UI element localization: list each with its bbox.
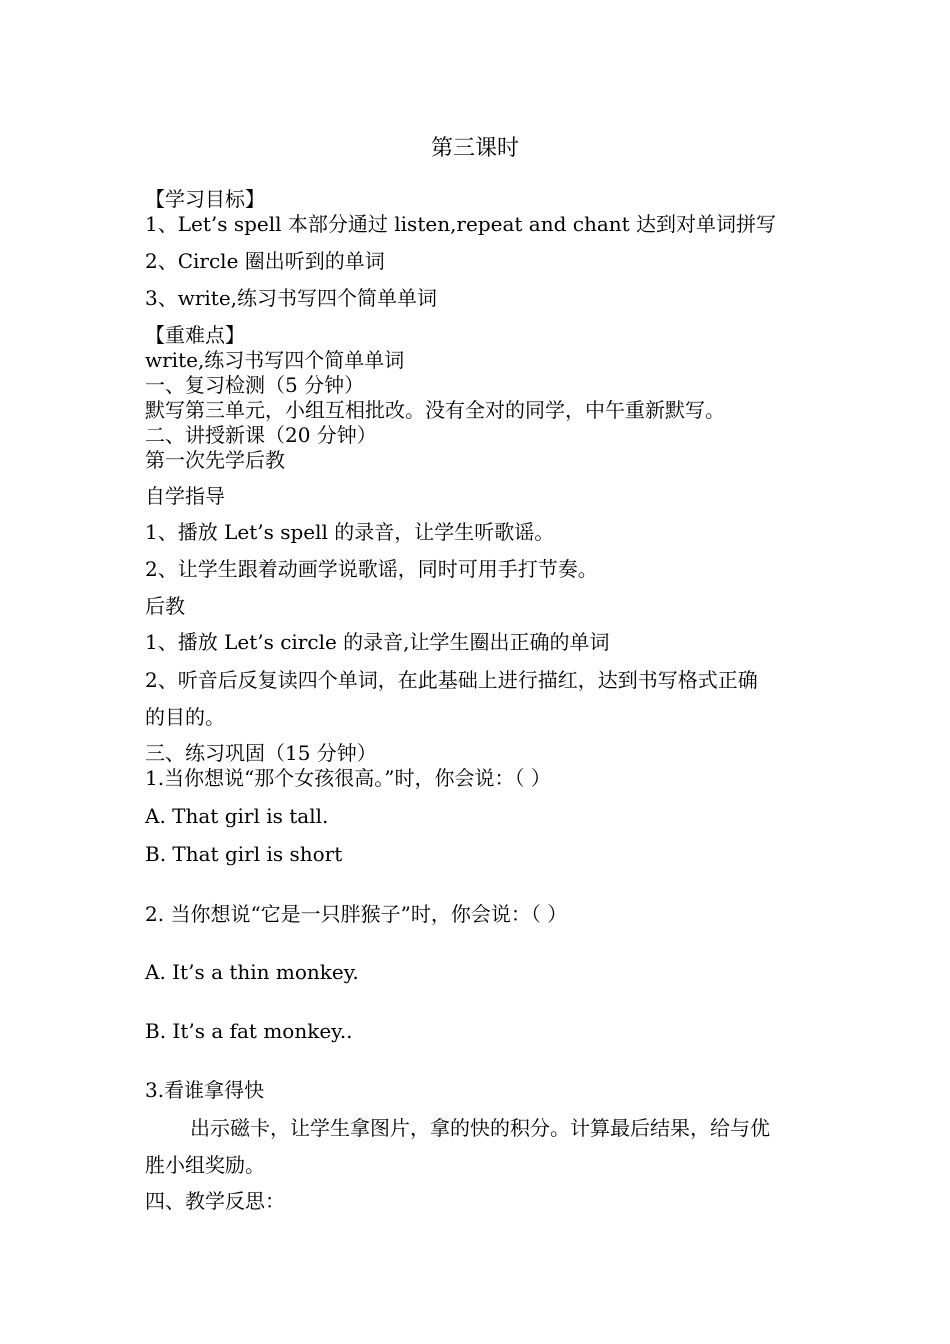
teach-after-item-1: 1、播放 Let’s circle 的录音,让学生圈出正确的单词 — [145, 630, 610, 654]
question-3-line-2: 胜小组奖励。 — [145, 1153, 265, 1177]
self-study-item-1: 1、播放 Let’s spell 的录音，让学生听歌谣。 — [145, 520, 555, 544]
question-2-option-a: A. It’s a thin monkey. — [145, 960, 359, 984]
review-heading: 一、复习检测（5 分钟） — [145, 373, 365, 397]
objective-item-3: 3、write,练习书写四个简单单词 — [145, 286, 438, 310]
question-2: 2. 当你想说“它是一只胖猴子”时，你会说：（ ） — [145, 902, 568, 926]
question-1-option-a: A. That girl is tall. — [145, 804, 329, 828]
question-1: 1.当你想说“那个女孩很高。”时，你会说：（ ） — [145, 766, 551, 790]
objectives-heading: 【学习目标】 — [145, 187, 265, 211]
key-points-text: write,练习书写四个简单单词 — [145, 348, 405, 372]
objective-item-2: 2、Circle 圈出听到的单词 — [145, 249, 385, 273]
objective-item-1: 1、Let’s spell 本部分通过 listen,repeat and chant 达到对单词拼写 — [145, 212, 777, 236]
key-points-heading: 【重难点】 — [145, 323, 245, 347]
question-1-option-b: B. That girl is short — [145, 842, 343, 866]
review-text: 默写第三单元，小组互相批改。没有全对的同学，中午重新默写。 — [145, 398, 725, 422]
reflection-heading: 四、教学反思： — [145, 1189, 285, 1213]
question-2-option-b: B. It’s a fat monkey.. — [145, 1019, 353, 1043]
question-3-line-1: 出示磁卡，让学生拿图片，拿的快的积分。计算最后结果，给与优 — [190, 1116, 770, 1140]
practice-heading: 三、练习巩固（15 分钟） — [145, 741, 377, 765]
question-3: 3.看谁拿得快 — [145, 1078, 265, 1102]
lesson-title: 第三课时 — [430, 136, 519, 161]
teach-after-item-2-cont: 的目的。 — [145, 705, 225, 729]
self-study-heading: 自学指导 — [145, 484, 225, 508]
new-lesson-subheading: 第一次先学后教 — [145, 448, 285, 472]
teach-after-heading: 后教 — [145, 594, 185, 618]
self-study-item-2: 2、让学生跟着动画学说歌谣，同时可用手打节奏。 — [145, 557, 598, 581]
teach-after-item-2: 2、听音后反复读四个单词，在此基础上进行描红，达到书写格式正确 — [145, 668, 758, 692]
new-lesson-heading: 二、讲授新课（20 分钟） — [145, 423, 377, 447]
